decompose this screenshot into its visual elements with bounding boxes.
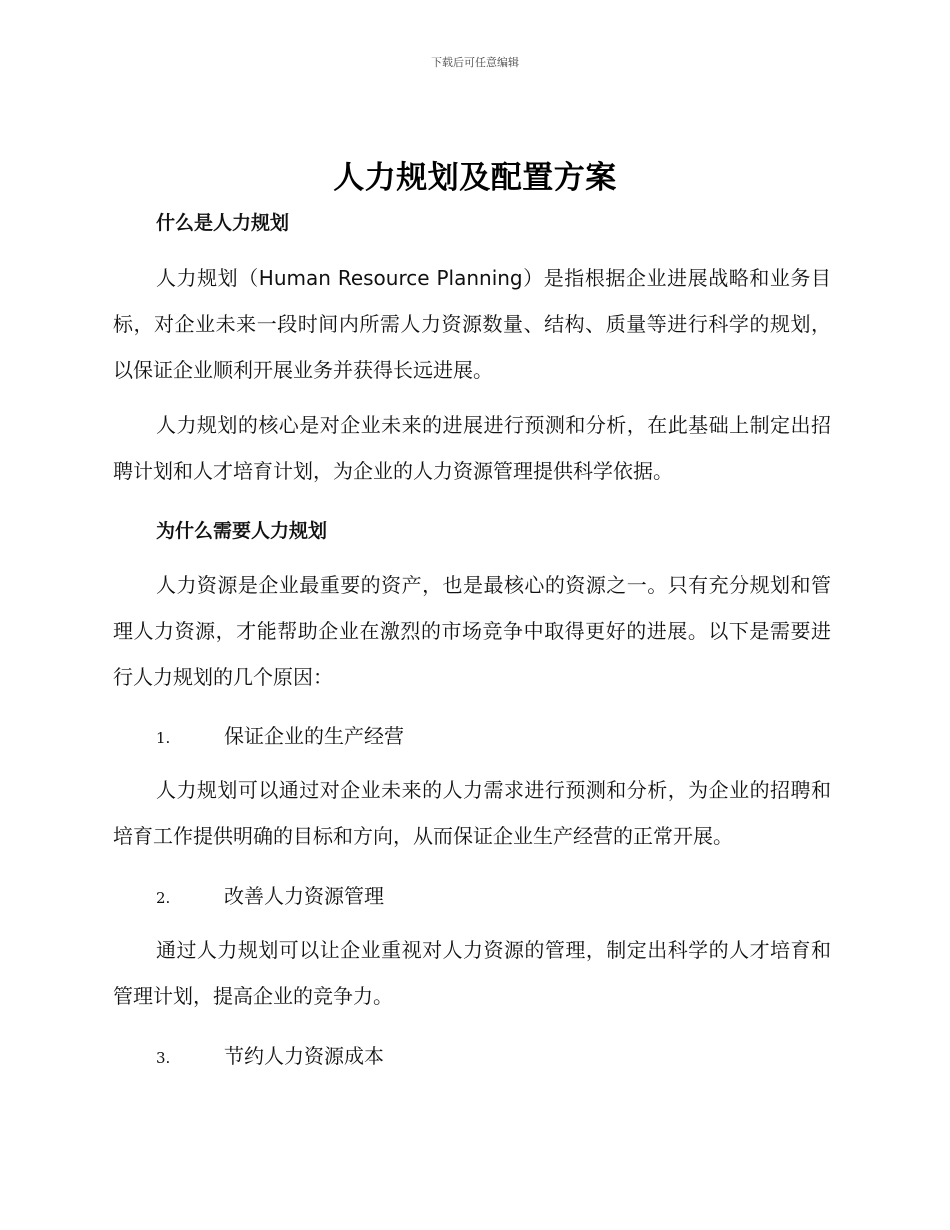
header-note: 下载后可任意编辑 xyxy=(431,56,519,69)
list-item-reason-1 xyxy=(156,720,756,749)
section-heading-why: 为什么需要人力规划 xyxy=(156,520,328,542)
list-item-title: 改善人力资源管理 xyxy=(224,884,384,908)
paragraph-why-1: 人力资源是企业最重要的资产，也是最核心的资源之一。只有充分规划和管理人力资源，才能帮助企业在激烈的市场竞争中取得更好的进展。以下是需要进行人力规划的几个原因： xyxy=(113,573,831,689)
list-item-reason-2 xyxy=(156,880,756,909)
list-item-reason-3 xyxy=(156,1040,756,1069)
list-item-title: 节约人力资源成本 xyxy=(224,1044,384,1068)
list-number: 1. xyxy=(156,729,171,747)
paragraph-reason-2: 通过人力规划可以让企业重视对人力资源的管理，制定出科学的人才培育和管理计划，提高企业的竞争力。 xyxy=(113,938,831,1008)
section-heading-what: 什么是人力规划 xyxy=(156,212,290,234)
list-number: 3. xyxy=(156,1049,171,1067)
document-title: 人力规划及配置方案 xyxy=(333,160,617,196)
paragraph-what-2: 人力规划的核心是对企业未来的进展进行预测和分析，在此基础上制定出招聘计划和人才培育计划，为企业的人力资源管理提供科学依据。 xyxy=(113,413,831,483)
paragraph-reason-1: 人力规划可以通过对企业未来的人力需求进行预测和分析，为企业的招聘和培育工作提供明确的目标和方向，从而保证企业生产经营的正常开展。 xyxy=(113,778,831,848)
list-number: 2. xyxy=(156,889,171,907)
paragraph-what-1: 人力规划（Human Resource Planning）是指根据企业进展战略和业务目标，对企业未来一段时间内所需人力资源数量、结构、质量等进行科学的规划，以保证企业顺利开展业务并获得长远进展。 xyxy=(113,266,831,382)
list-item-title: 保证企业的生产经营 xyxy=(224,724,404,748)
